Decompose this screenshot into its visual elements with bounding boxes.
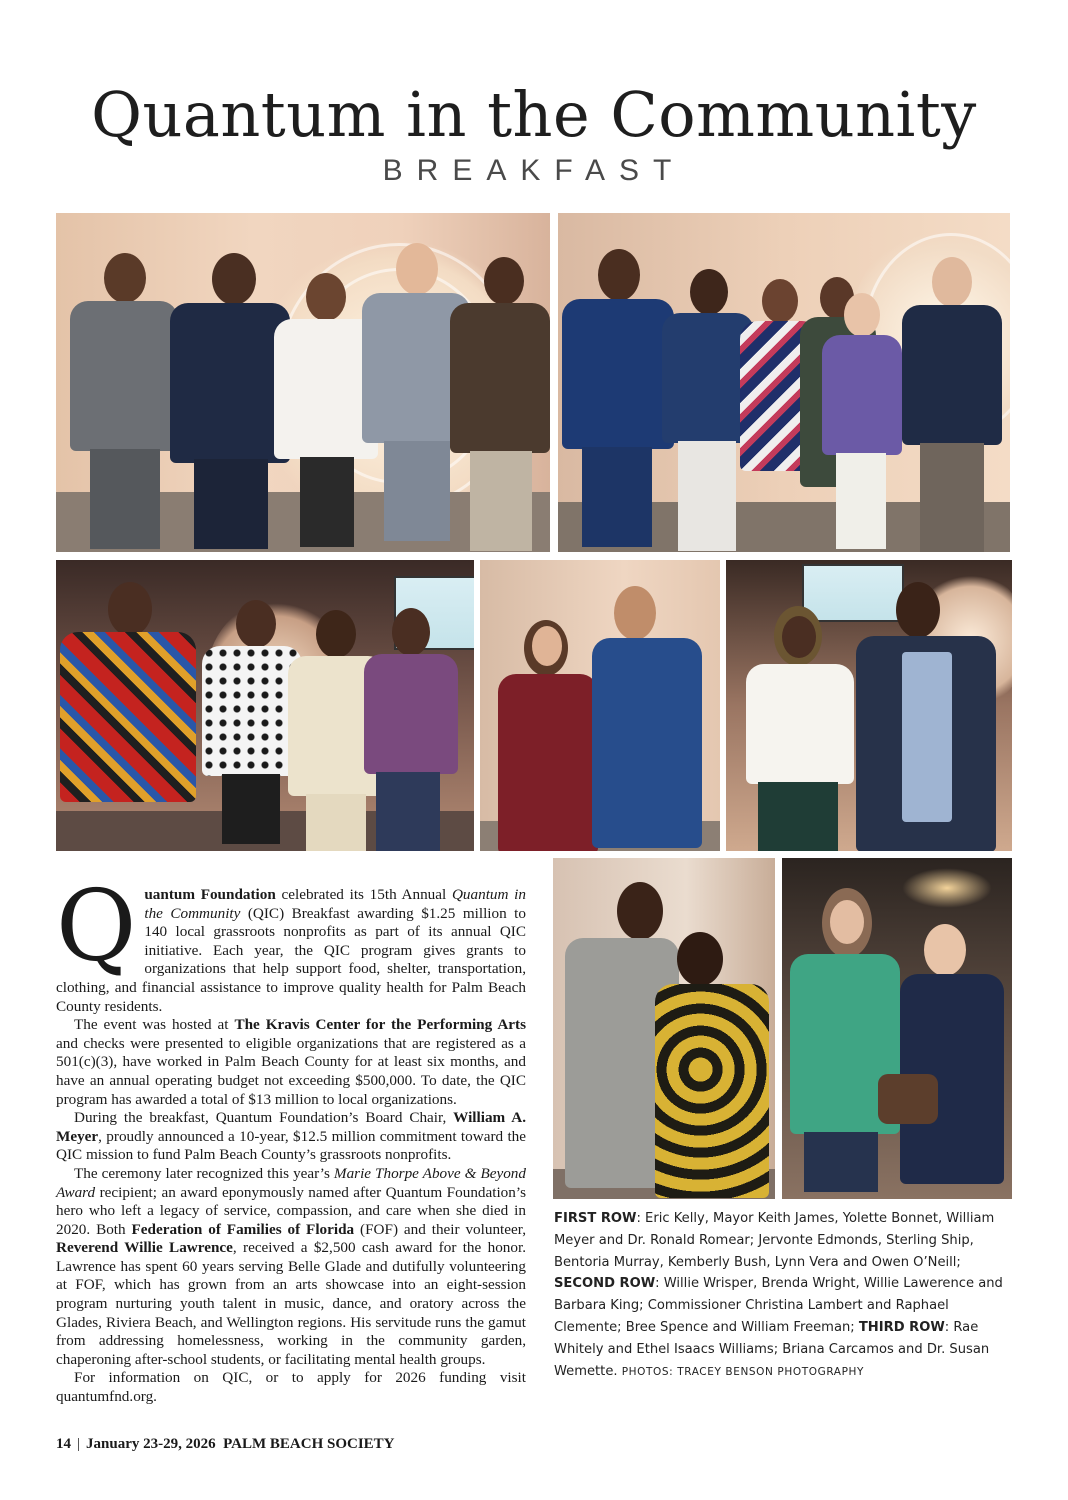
caption-label-third-row: THIRD ROW [858,1319,945,1335]
text: recipient; an award eponymously named after Quantum Foundation’s hero who left a legacy of service, compassion, and care when she died in 2020. Both [56,1183,526,1238]
bold-text: William A. Meyer [56,1109,527,1145]
page-footer [56,1436,395,1453]
text: The event was hosted at [74,1016,235,1034]
text: During the breakfast, Quantum Foundation’s Board Chair, [74,1109,454,1127]
article-paragraph [56,1109,526,1165]
page-number: 14 [56,1436,71,1452]
photo-third-row-right [782,858,1012,1199]
bold-text: Federation of Families of Florida [131,1220,355,1238]
text: The ceremony later recognized this year’s [74,1164,334,1182]
text: (QIC) Breakfast awarding $1.25 million to 140 local grassroots nonprofits as part of its annual QIC initiative. Each year, the QIC program gives grants to organizations that help support food, shelter, transportation, clothing, and financial assistance to improve quality health for Palm Beach County residents. [56,904,526,1015]
text: and checks were presented to eligible organizations that are registered as a 501(c)(3), have worked in Palm Beach County for at least six months, and have an annual operating budget not exceeding $500,000. To date, the QIC program has awarded a total of $13 million to local organizations. [56,1034,526,1108]
text: , received a $2,500 cash award for the honor. Lawrence has spent 60 years serving Belle Glade and dutifully volunteering at FOF, which has grown from an arts showcase into an eight-session program nurturing youth talent in music, dance, and oratory across the Glades, Riviera Beach, and Wellington regions. His servitude runs the gamut from addressing homelessness, working in the community garden, chaperoning after-school students, or facilitating mental health groups. [56,1239,526,1368]
photo-second-row-left [56,560,474,851]
article-paragraph: For information on QIC, or to apply for 2026 funding visit quantumfnd.org. [56,1369,526,1406]
text: , proudly announced a 10-year, $12.5 million commitment toward the QIC mission to fund Palm Beach County’s grassroots nonprofits. [56,1127,526,1164]
footer-separator: | [77,1436,81,1452]
photo-caption [554,1208,1016,1383]
photo-second-row-right [726,560,1012,851]
photo-third-row-left [553,858,775,1199]
article-paragraph [56,870,526,1016]
photo-first-row-right [558,213,1010,552]
italic-text: Marie Thorpe Above & Beyond Award [56,1164,526,1201]
photo-credit: PHOTOS: TRACEY BENSON PHOTOGRAPHY [621,1365,865,1378]
bold-text: uantum Foundation [144,886,276,903]
caption-names-first-row: : Eric Kelly, Mayor Keith James, Yolette Bonnet, William Meyer and Dr. Ronald Romear; Jervonte Edmonds, Sterling Ship, Bentoria Murray, Kemberly Bush, Lynn Vera and Owen O’Neill; [554,1211,995,1270]
article-paragraph [56,1016,526,1109]
caption-label-first-row: FIRST ROW [554,1211,637,1226]
article-paragraph [56,1165,526,1370]
article-body [56,870,527,1407]
publication-name: PALM BEACH SOCIETY [223,1436,395,1452]
caption-names-third-row: : Rae Whitely and Ethel Isaacs Williams; Briana Carcamos and Dr. Susan Wemette. [554,1319,990,1379]
page-subtitle: BREAKFAST [382,154,686,187]
photo-second-row-center [480,560,720,851]
drop-cap: Q [56,870,137,984]
photo-first-row-left [56,213,550,552]
caption-names-second-row: : Willie Wrisper, Brenda Wright, Willie Lawerence and Barbara King; Commissioner Christina Lambert and Raphael Clemente; Bree Spence and William Freeman; [554,1276,1003,1335]
bold-text: The Kravis Center for the Performing Arts [234,1016,527,1034]
text: (FOF) and their volunteer, [354,1220,526,1238]
italic-text: Quantum in the Community [144,886,526,922]
text: celebrated its 15th Annual [275,886,452,903]
bold-text: Reverend Willie Lawrence [56,1239,233,1257]
page-title: Quantum in the Community [91,78,977,151]
caption-label-second-row: SECOND ROW [554,1276,656,1292]
issue-date: January 23-29, 2026 [86,1436,216,1452]
